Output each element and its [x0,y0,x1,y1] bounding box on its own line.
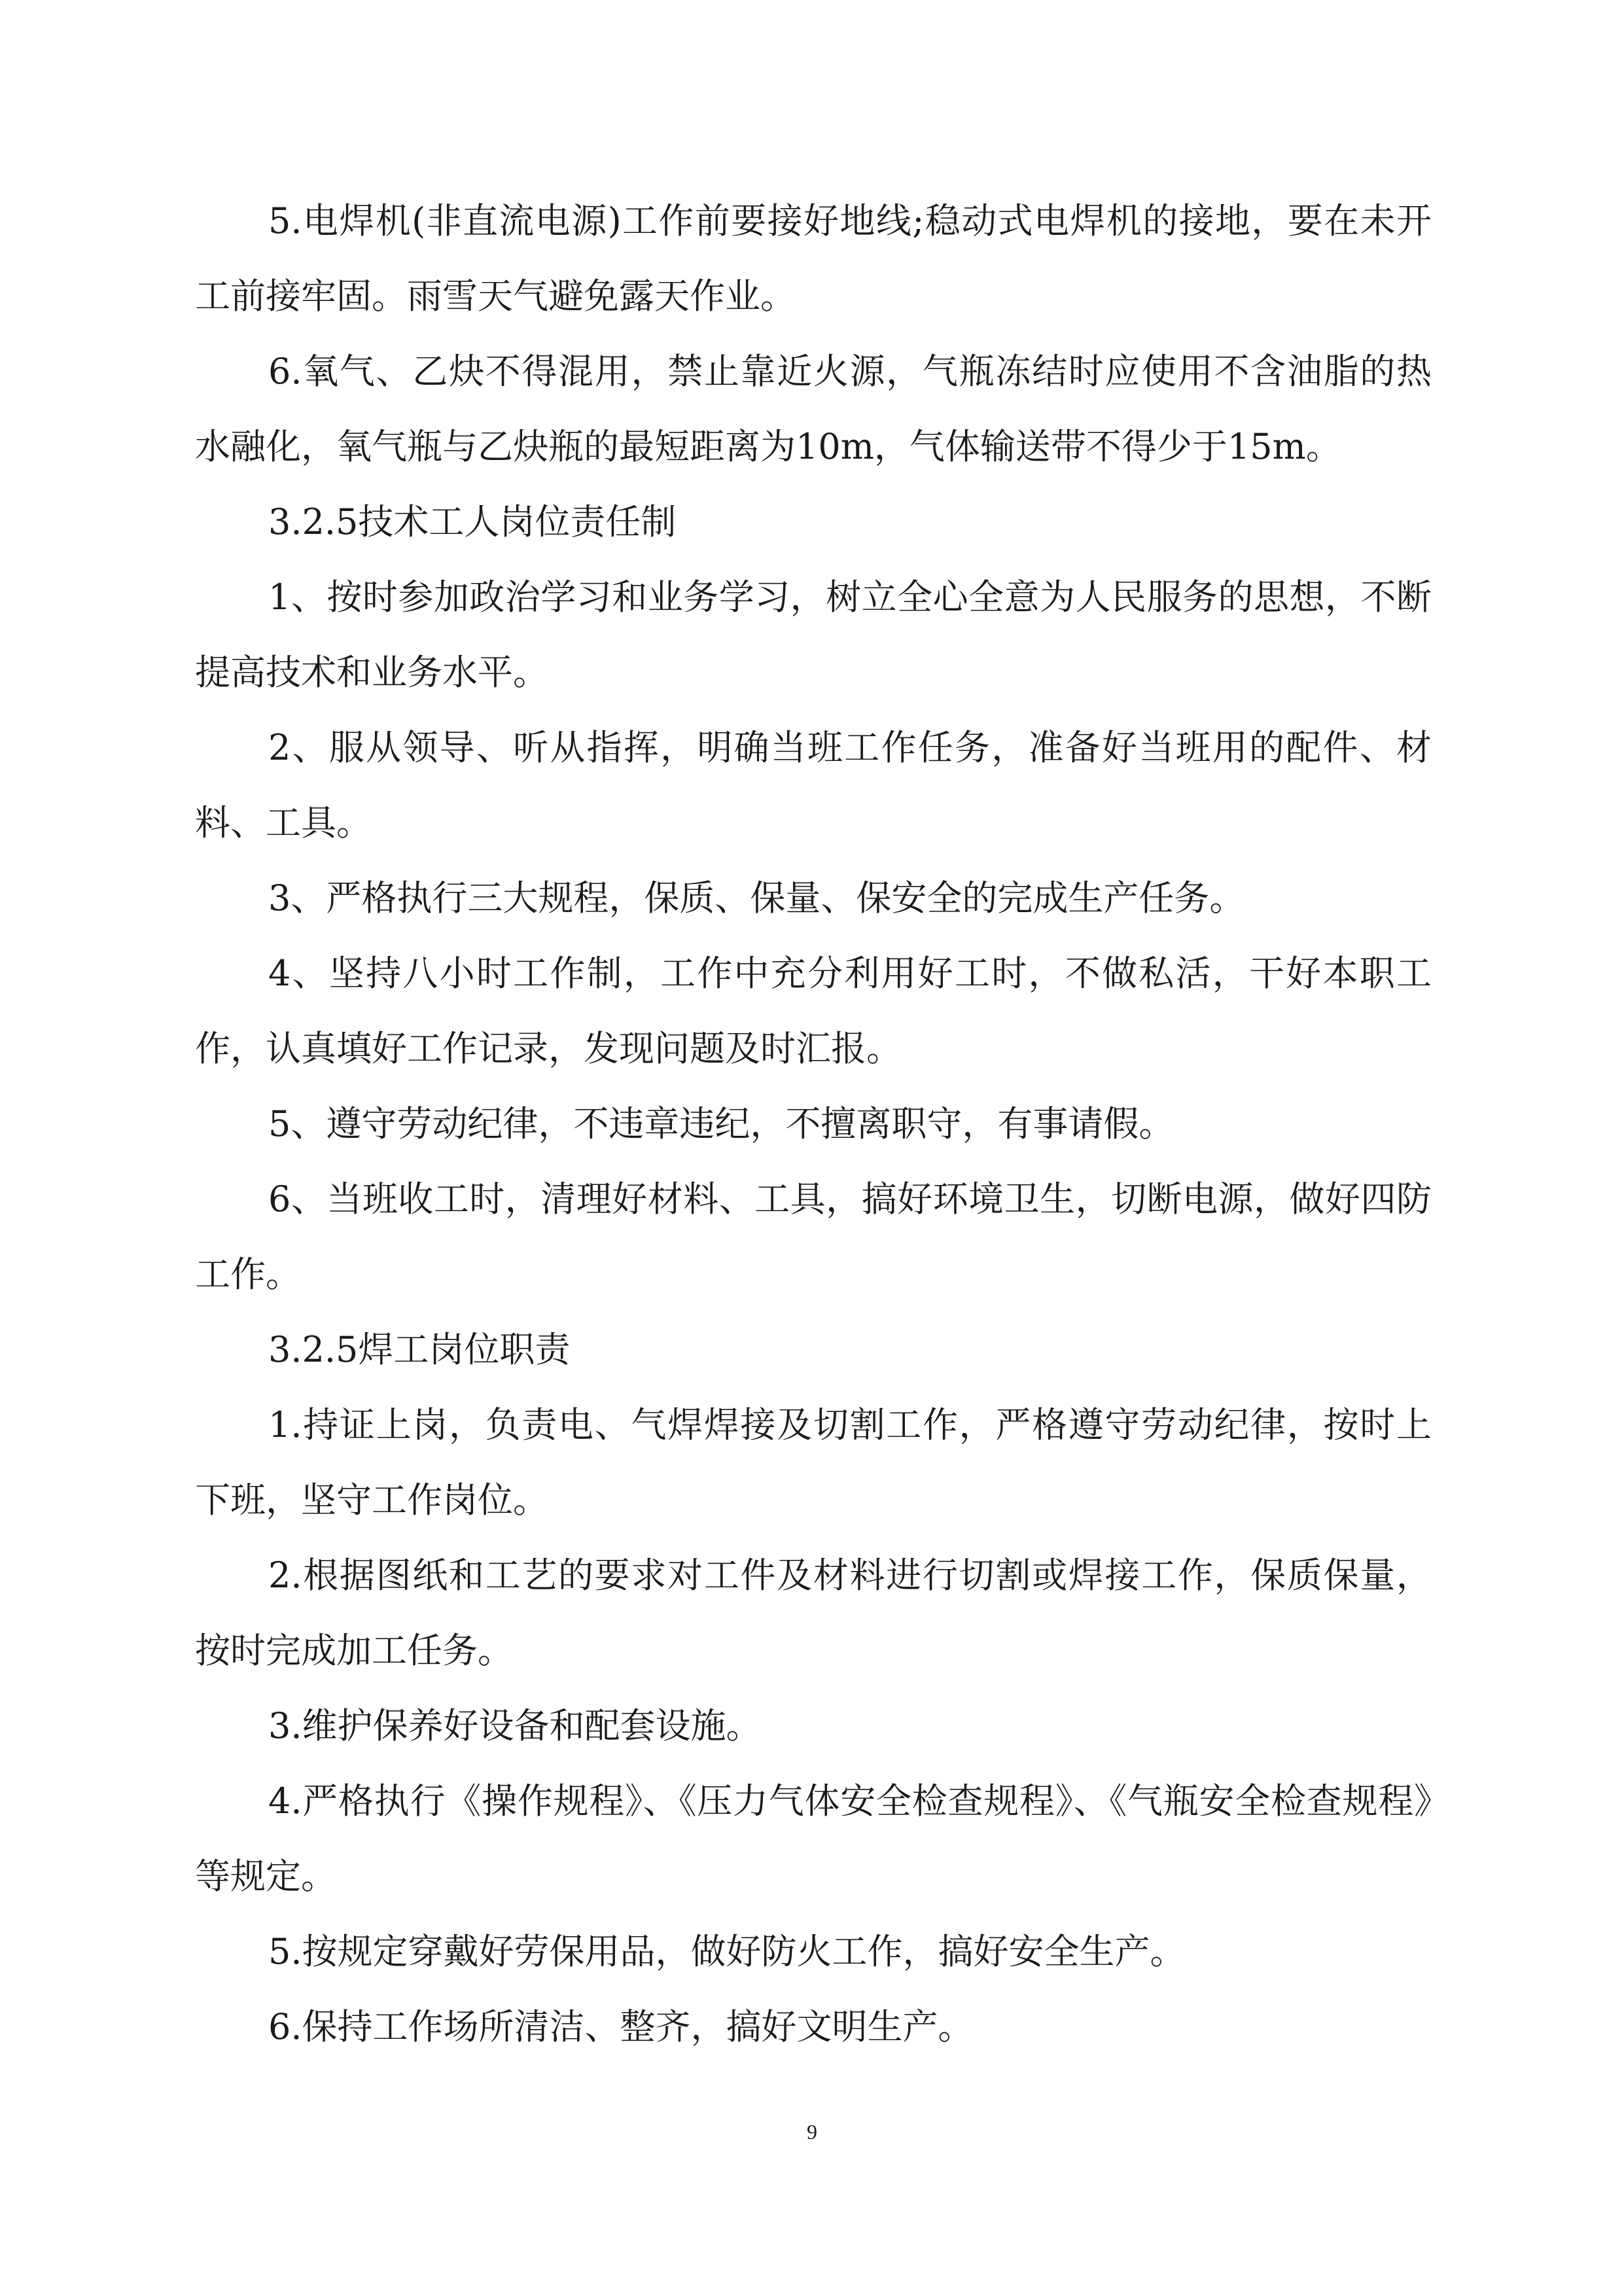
paragraph-technician-item-1: 1、按时参加政治学习和业务学习，树立全心全意为人民服务的思想，不断提高技术和业务水平。 [195,576,1432,693]
paragraph-technician-item-4: 4、坚持八小时工作制，工作中充分利用好工时，不做私活，干好本职工作，认真填好工作记录，发现问题及时汇报。 [195,953,1432,1069]
paragraph-welder-item-2: 2.根据图纸和工艺的要求对工件及材料进行切割或焊接工作，保质保量，按时完成加工任务。 [195,1555,1432,1671]
paragraph-technician-item-5: 5、遵守劳动纪律，不违章违纪，不擅离职守，有事请假。 [268,1103,1174,1144]
section-heading-technician-responsibility: 3.2.5技术工人岗位责任制 [268,501,677,542]
paragraph-oxygen-acetylene: 6.氧气、乙炔不得混用，禁止靠近火源，气瓶冻结时应使用不含油脂的热水融化，氧气瓶与乙炔瓶的最短距离为10m，气体输送带不得少于15m。 [195,351,1432,467]
document-body [195,183,1432,2064]
paragraph-technician-item-6: 6、当班收工时，清理好材料、工具，搞好环境卫生，切断电源，做好四防工作。 [195,1178,1432,1295]
paragraph-welder-item-5: 5.按规定穿戴好劳保用品，做好防火工作，搞好安全生产。 [268,1931,1186,1972]
paragraph-welder-item-6: 6.保持工作场所清洁、整齐，搞好文明生产。 [268,2006,974,2047]
paragraph-welding-machine-grounding: 5.电焊机(非直流电源)工作前要接好地线;稳动式电焊机的接地，要在未开工前接牢固。雨雪天气避免露天作业。 [195,200,1432,317]
paragraph-welder-item-4: 4.严格执行《操作规程》、《压力气体安全检查规程》、《气瓶安全检查规程》等规定。 [195,1780,1432,1897]
paragraph-technician-item-3: 3、严格执行三大规程，保质、保量、保安全的完成生产任务。 [268,877,1245,919]
paragraph-technician-item-2: 2、服从领导、听从指挥，明确当班工作任务，准备好当班用的配件、材料、工具。 [195,727,1432,843]
page-number: 9 [807,2120,817,2144]
paragraph-welder-item-1: 1.持证上岗，负责电、气焊焊接及切割工作，严格遵守劳动纪律，按时上下班，坚守工作岗位。 [195,1404,1432,1521]
paragraph-welder-item-3: 3.维护保养好设备和配套设施。 [268,1705,762,1746]
section-heading-welder-duties: 3.2.5焊工岗位职责 [268,1329,571,1370]
